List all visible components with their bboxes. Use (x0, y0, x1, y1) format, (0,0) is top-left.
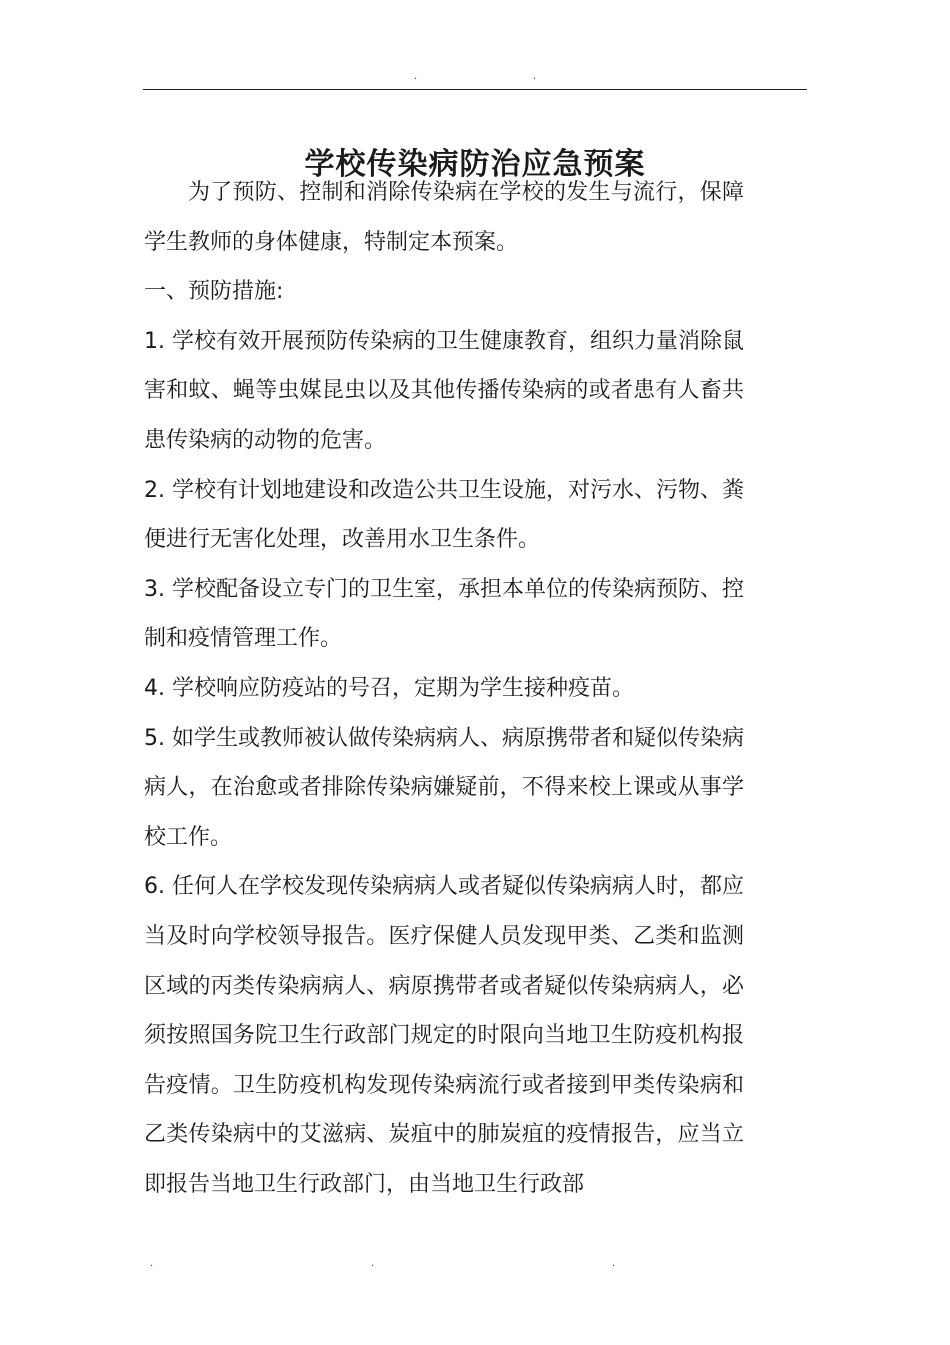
footer-dot-3: . (612, 1258, 616, 1269)
item-6-paragraph: 6. 任何人在学校发现传染病病人或者疑似传染病病人时，都应当及时向学校领导报告。医疗保健人员发现甲类、乙类和监测区域的丙类传染病病人、病原携带者或者疑似传染病病人，必须按照国务院卫生行政部门规定的时限向当地卫生防疫机构报告疫情。卫生防疫机构发现传染病流行或者接到甲类传染病和乙类传染病中的艾滋病、炭疽中的肺炭疽的疫情报告，应当立即报告当地卫生行政部门，由当地卫生行政部 (144, 874, 744, 1197)
item-5-paragraph: 5. 如学生或教师被认做传染病病人、病原携带者和疑似传染病病人，在治愈或者排除传染病嫌疑前，不得来校上课或从事学校工作。 (144, 725, 744, 850)
header-dot-2: . (533, 71, 537, 82)
document-title: 学校传染病防治应急预案 (304, 147, 646, 183)
item-4-paragraph: 4. 学校响应防疫站的号召，定期为学生接种疫苗。 (144, 675, 634, 701)
header-rule (143, 89, 807, 90)
item-3-paragraph: 3. 学校配备设立专门的卫生室，承担本单位的传染病预防、控制和疫情管理工作。 (144, 576, 744, 652)
section-heading-prevention: 一、预防措施: (144, 279, 284, 305)
item-1-paragraph: 1. 学校有效开展预防传染病的卫生健康教育，组织力量消除鼠害和蚊、蝇等虫媒昆虫以及其他传播传染病的或者患有人畜共患传染病的动物的危害。 (144, 328, 744, 453)
intro-paragraph: 为了预防、控制和消除传染病在学校的发生与流行，保障学生教师的身体健康，特制定本预案。 (144, 180, 744, 255)
footer-dot-1: . (150, 1258, 154, 1269)
footer-dot-2: . (371, 1258, 375, 1269)
header-dot-1: . (414, 71, 418, 82)
document-body (144, 168, 744, 1209)
item-2-paragraph: 2. 学校有计划地建设和改造公共卫生设施，对污水、污物、粪便进行无害化处理，改善用水卫生条件。 (144, 477, 744, 553)
